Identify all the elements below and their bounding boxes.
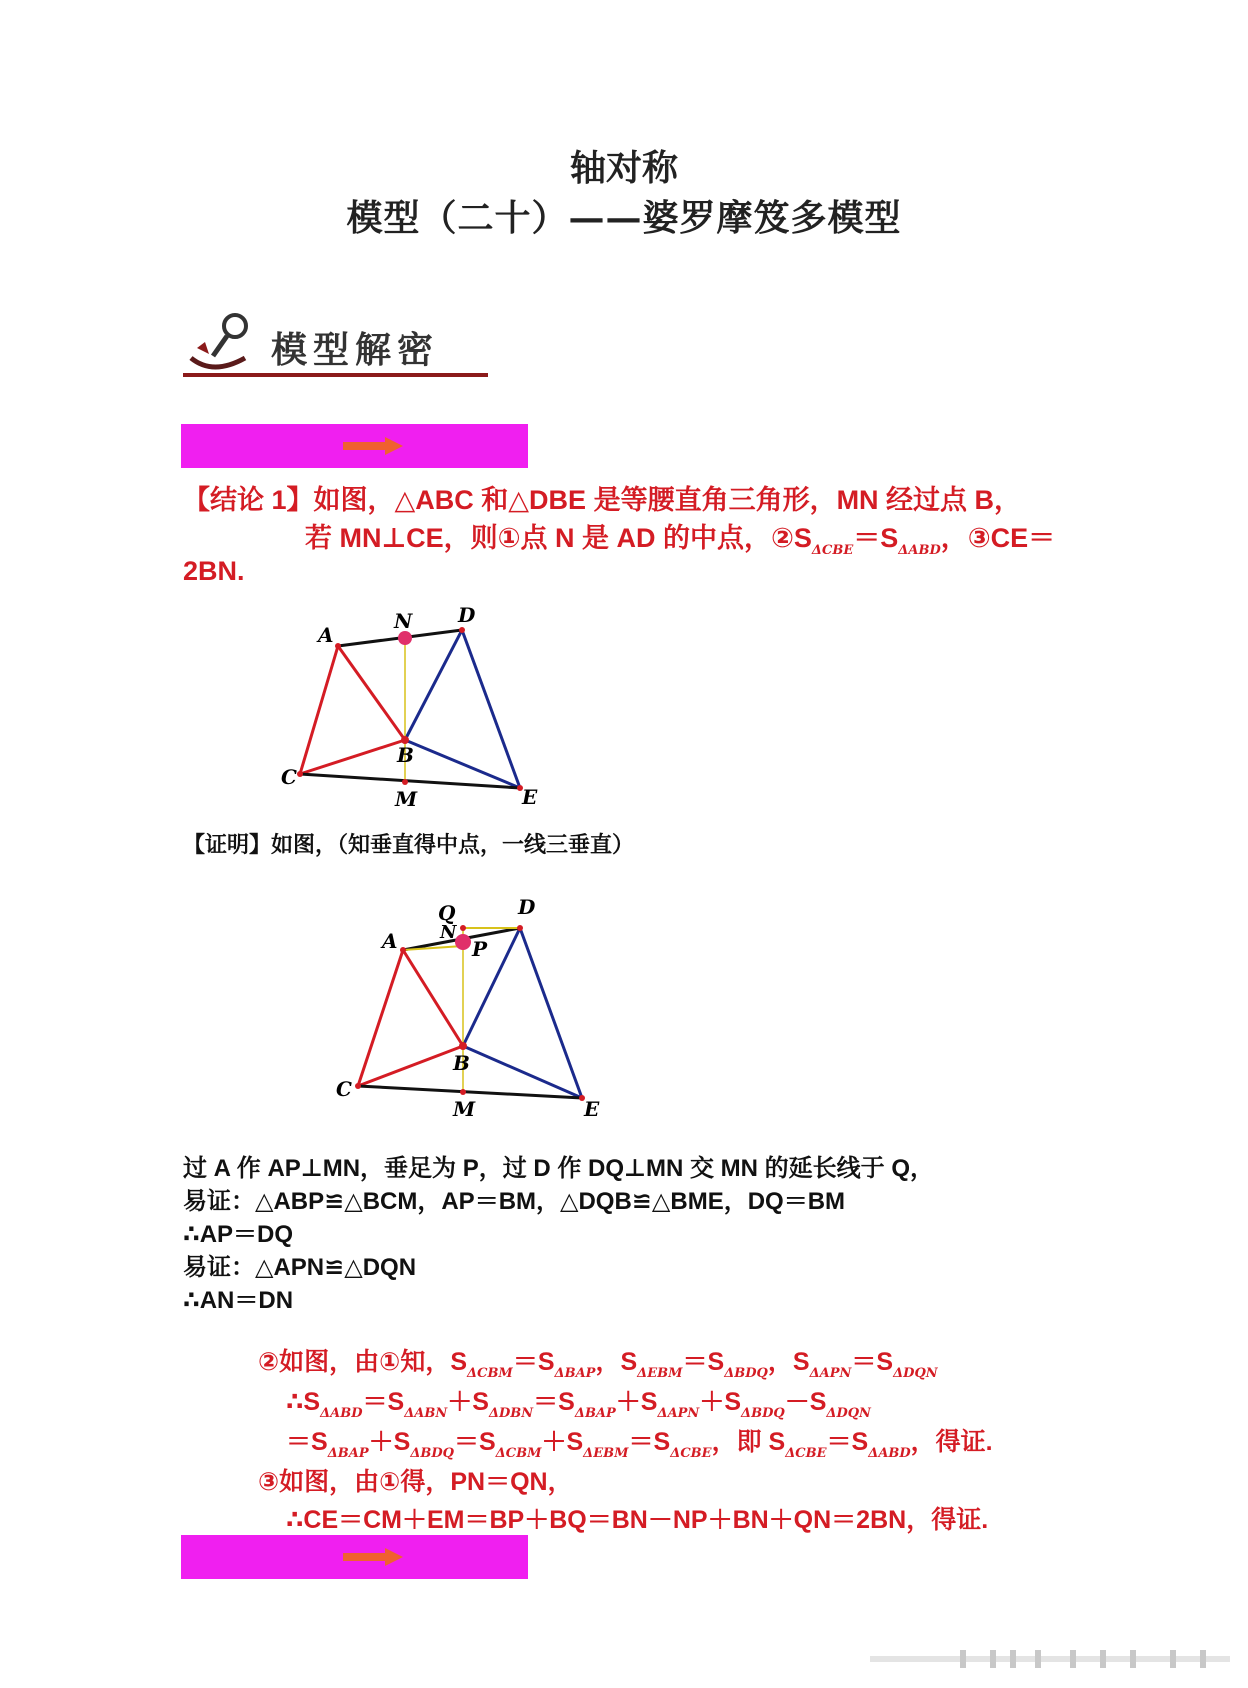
fig2-label-m: M — [453, 1097, 476, 1121]
fig1-label-e: E — [522, 785, 538, 809]
fig2-label-e: E — [584, 1097, 600, 1121]
arrow-right-icon — [343, 1548, 403, 1566]
figure-1-diagram — [280, 600, 580, 820]
proof-intro: 【证明】如图，（知垂直得中点，一线三垂直） — [183, 832, 635, 857]
conclusion-line-2: 若 MN⊥CE，则①点 N 是 AD 的中点，$②S_{\Delta CBE}=S_{\Delta ABD}$，③CE＝ — [305, 523, 1056, 558]
fig2-side-de — [520, 928, 582, 1098]
page-subtitle: 模型（二十）——婆罗摩笈多模型 — [346, 197, 902, 239]
proof-line-2: 易证：△ABP≌△BCM，AP＝BM，△DQB≌△BME，DQ＝BM — [183, 1188, 846, 1215]
proof-line-3: ∴AP＝DQ — [183, 1221, 294, 1248]
proof-line-4: 易证：△APN≌△DQN — [183, 1254, 417, 1281]
fig1-label-a: A — [318, 623, 334, 647]
part2-line-3: $=S_{\Delta BAP}+S_{\Delta BDQ}=S_{\Delta CBM}+S_{\Delta EBM}=S_{\Delta CBE}$，即 $S_{\Delta CBE}=S_{\Delta ABD}$，得证. — [286, 1428, 993, 1461]
fig1-side-ab — [338, 646, 405, 740]
fig2-side-ab — [403, 950, 463, 1046]
proof-line-1: 过 A 作 AP⊥MN，垂足为 P，过 D 作 DQ⊥MN 交 MN 的延长线于 Q， — [183, 1155, 934, 1182]
fig1-label-b: B — [397, 743, 414, 767]
page-scroll-indicator — [870, 1648, 1230, 1670]
fig2-label-a: A — [382, 929, 398, 953]
fig1-label-d: D — [458, 603, 476, 627]
fig2-side-cb — [358, 1046, 463, 1086]
fig2-point-n — [455, 934, 471, 950]
conclusion-line-1: 【结论 1】如图，△ABC 和△DBE 是等腰直角三角形，MN 经过点 B， — [183, 485, 1022, 515]
conclusion-label: 【结论 1】 — [183, 485, 314, 515]
fig1-point-n — [398, 631, 412, 645]
fig1-side-cb — [300, 740, 405, 774]
fig2-label-c: C — [336, 1077, 352, 1101]
part2-line-4: ③如图，由①得，PN＝QN， — [258, 1468, 573, 1496]
page-title: 轴对称 — [569, 147, 678, 189]
fig1-label-n: N — [394, 609, 413, 633]
part2-line-2: $\therefore S_{\Delta ABD}=S_{\Delta ABN}+S_{\Delta DBN}=S_{\Delta BAP}+S_{\Delta APN}+S_{\Delta BDQ}-S_{\Delta DQN}$ — [286, 1388, 871, 1421]
arrow-right-icon — [343, 437, 403, 455]
part2-line-5: ∴CE＝CM＋EM＝BP＋BQ＝BN－NP＋BN＋QN＝2BN，得证. — [286, 1506, 989, 1534]
fig1-segment-ce — [300, 774, 520, 788]
part2-line-1: ②如图，由①知，$S_{\Delta CBM}=S_{\Delta BAP}$，$S_{\Delta EBM}=S_{\Delta BDQ}$，$S_{\Delta APN}=S_{\Delta DQN}$ — [258, 1348, 938, 1381]
section-header — [183, 308, 493, 378]
fig1-point-m — [402, 779, 408, 785]
figure-2-diagram — [320, 888, 620, 1128]
fig2-label-d: D — [518, 895, 536, 919]
fig1-label-m: M — [395, 787, 418, 811]
proof-line-5: ∴AN＝DN — [183, 1287, 294, 1314]
fig2-side-ac — [358, 950, 403, 1086]
highlight-bar-top — [181, 424, 528, 468]
fig1-side-de — [462, 630, 520, 788]
highlight-bar-bottom — [181, 1535, 528, 1579]
fig2-side-be — [463, 1046, 582, 1098]
section-heading: 模型解密 — [271, 329, 440, 371]
fig1-side-db — [405, 630, 462, 740]
magnifier-pen-icon — [183, 308, 273, 378]
fig2-label-n: N — [440, 922, 457, 943]
fig1-label-c: C — [281, 765, 297, 789]
section-rule — [183, 373, 488, 377]
conclusion-line-3: 2BN. — [183, 556, 245, 586]
fig2-label-p: P — [472, 937, 488, 961]
fig1-side-ac — [300, 646, 338, 774]
fig2-label-b: B — [453, 1051, 470, 1075]
fig2-label-q: Q — [438, 901, 456, 925]
